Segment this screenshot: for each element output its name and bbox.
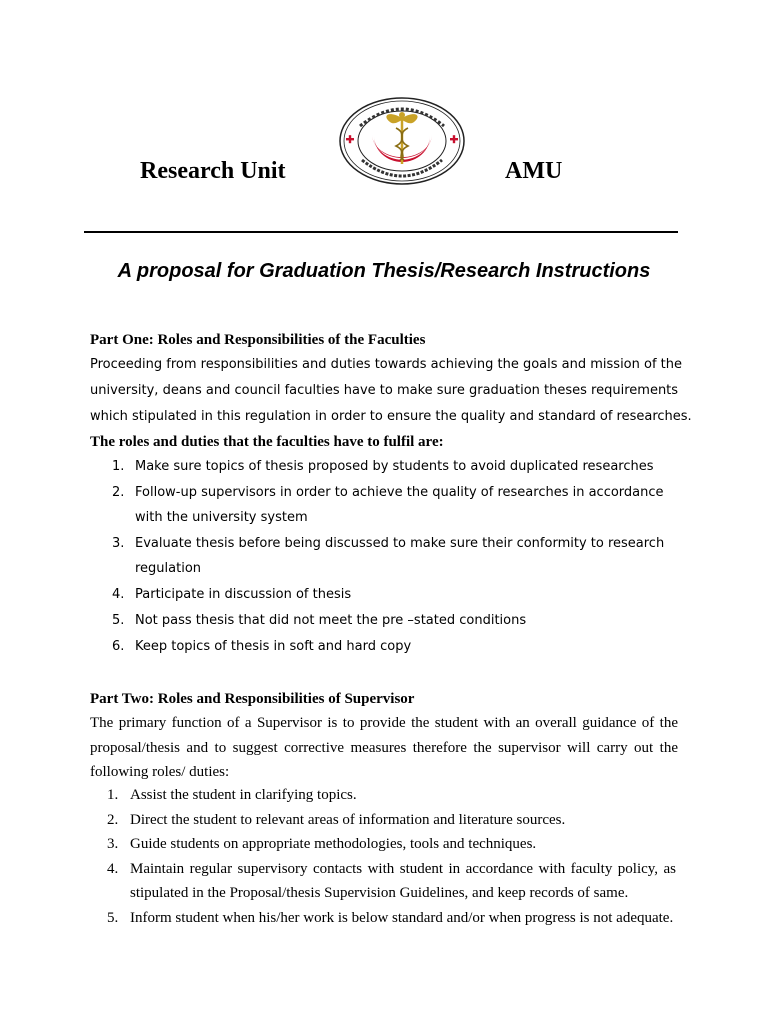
list-item-text: Guide students on appropriate methodologies, tools and techniques. [130,836,537,852]
list-item [0,582,675,607]
part-one-intro-line: Proceeding from responsibilities and duties towards achieving the goals and mission of the [90,357,683,372]
list-item-text: Assist the student in clarifying topics. [130,787,357,803]
list-item-text: Inform student when his/her work is below standard and/or when progress is not adequate. [130,909,674,926]
list-item-text: Keep topics of thesis in soft and hard copy [135,639,412,654]
list-number: 3. [107,836,119,852]
part-one-intro-line: which stipulated in this regulation in order to ensure the quality and standard of researches. [90,409,692,424]
list-item [0,808,676,833]
list-number: 4. [107,860,119,877]
research-unit-title: Research Unit [140,158,286,184]
list-number: 5. [112,613,125,628]
part-two-intro: The primary function of a Supervisor is to provide the student with an overall guidance of the proposal/thesis and to suggest corrective measures therefore the supervisor will carry out the following roles/ duties: [90,715,678,780]
supervisor-duties-list [0,783,768,930]
list-item [0,608,675,633]
list-item-text: Direct the student to relevant areas of information and literature sources. [130,811,566,828]
list-number: 2. [107,811,119,828]
list-item-text: Maintain regular supervisory contacts with student in accordance with faculty policy, as stipulated in the Proposal/thesis Supervision Guidelines, and keep records of same. [130,860,676,901]
list-item-text: Participate in discussion of thesis [135,587,352,602]
list-item [0,634,675,659]
list-number: 5. [107,909,119,926]
list-item [0,832,676,857]
list-number: 2. [112,485,125,500]
list-item [0,531,675,581]
list-item-text: Follow-up supervisors in order to achieve the quality of researches in accordance with the university system [135,485,664,525]
amu-title: AMU [505,158,563,184]
list-number: 1. [107,787,119,803]
list-number: 3. [112,536,125,551]
part-one-intro-line: university, deans and council faculties have to make sure graduation theses requirements [90,383,679,398]
list-number: 4. [112,587,125,602]
list-item [0,783,676,808]
part-one-intro [90,352,692,430]
header-divider [84,231,678,233]
list-item-text: Evaluate thesis before being discussed to make sure their conformity to research regulation [135,536,665,576]
document-title: A proposal for Graduation Thesis/Research Instructions [117,260,651,282]
list-number: 6. [112,639,125,654]
part-one-subheading: The roles and duties that the faculties have to fulfil are: [90,434,444,450]
list-item [0,906,676,931]
list-item [0,454,675,479]
list-item [0,857,676,906]
list-item-text: Not pass thesis that did not meet the pre –stated conditions [135,613,527,628]
faculty-duties-list [0,454,768,660]
list-item-text: Make sure topics of thesis proposed by students to avoid duplicated researches [135,459,654,474]
part-one-heading: Part One: Roles and Responsibilities of the Faculties [90,332,426,348]
list-number: 1. [112,459,125,474]
list-item [0,480,675,530]
part-two-heading: Part Two: Roles and Responsibilities of Supervisor [90,691,415,707]
university-seal-icon [338,96,466,186]
